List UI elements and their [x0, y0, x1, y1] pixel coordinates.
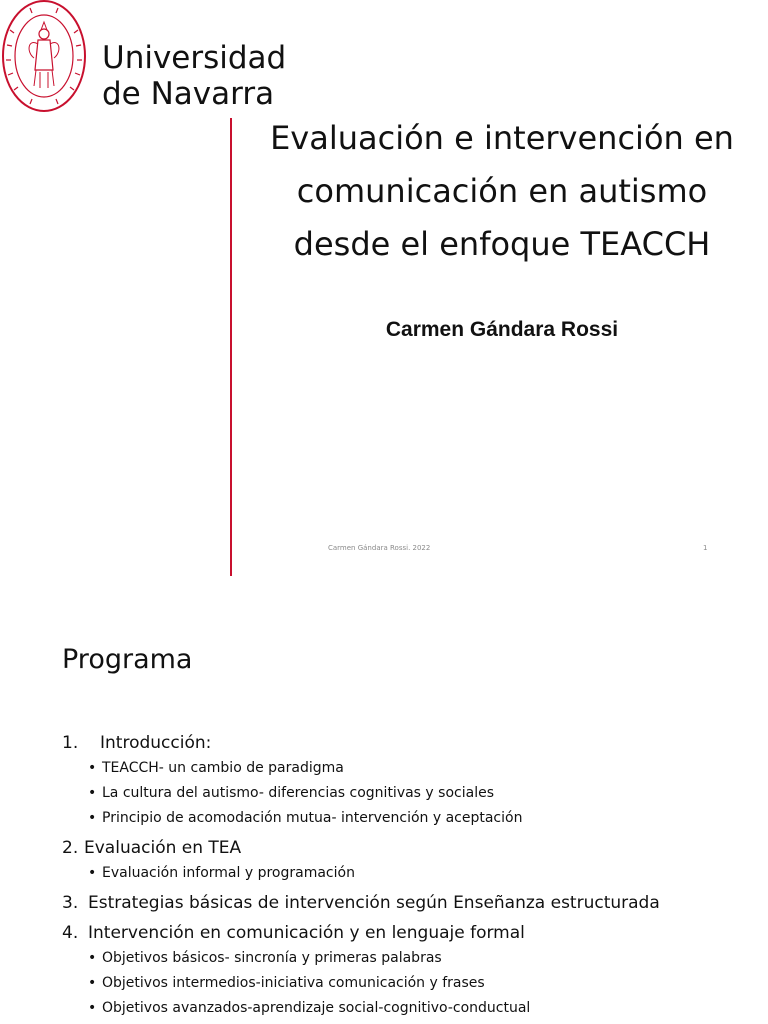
program-title: Programa [62, 644, 193, 675]
list-item [62, 835, 752, 861]
program-slide [0, 600, 768, 1024]
university-name [102, 40, 286, 112]
university-seal-logo [0, 0, 92, 118]
sub-item: • Evaluación informal y programación [62, 861, 752, 886]
item-label: Estrategias básicas de intervención según Enseñanza estructurada [88, 893, 660, 913]
program-list [62, 730, 752, 1021]
university-name-line1: Universidad [102, 40, 287, 76]
sub-item: • La cultura del autismo- diferencias cognitivas y sociales [62, 781, 752, 806]
sub-item: • Objetivos avanzados-aprendizaje social-cognitivo-conductual [62, 996, 752, 1021]
author-name: Carmen Gándara Rossi [385, 318, 619, 341]
item-number: 3. [62, 893, 79, 913]
red-divider-line [230, 118, 232, 576]
item-number: 2. [62, 838, 79, 858]
slide-title: Evaluación e intervención en comunicación en autismo desde el enfoque TEACCH [270, 119, 734, 263]
slide-footer: Carmen Gándara Rossi. 2022 [328, 544, 431, 552]
bullet-icon: • [88, 950, 97, 966]
bullet-icon: • [88, 760, 97, 776]
item-label: Introducción: [100, 733, 212, 753]
sub-item: • Objetivos básicos- sincronía y primeras palabras [62, 946, 752, 971]
bullet-icon: • [88, 975, 97, 991]
item-number: 1. [62, 733, 79, 753]
item-label: Evaluación en TEA [84, 838, 242, 858]
university-name-line2: de Navarra [102, 76, 275, 112]
item-number: 4. [62, 923, 79, 943]
bullet-icon: • [88, 785, 97, 801]
slide-page-number: 1 [703, 544, 708, 552]
sub-item: • Principio de acomodación mutua- intervención y aceptación [62, 806, 752, 831]
sub-item: • TEACCH- un cambio de paradigma [62, 756, 752, 781]
sub-item: • Objetivos intermedios-iniciativa comunicación y frases [62, 971, 752, 996]
bullet-icon: • [88, 810, 97, 826]
list-item [62, 730, 752, 756]
bullet-icon: • [88, 865, 97, 881]
bullet-icon: • [88, 1000, 97, 1016]
item-label: Intervención en comunicación y en lenguaje formal [88, 923, 525, 943]
list-item [62, 890, 752, 916]
list-item [62, 920, 752, 946]
